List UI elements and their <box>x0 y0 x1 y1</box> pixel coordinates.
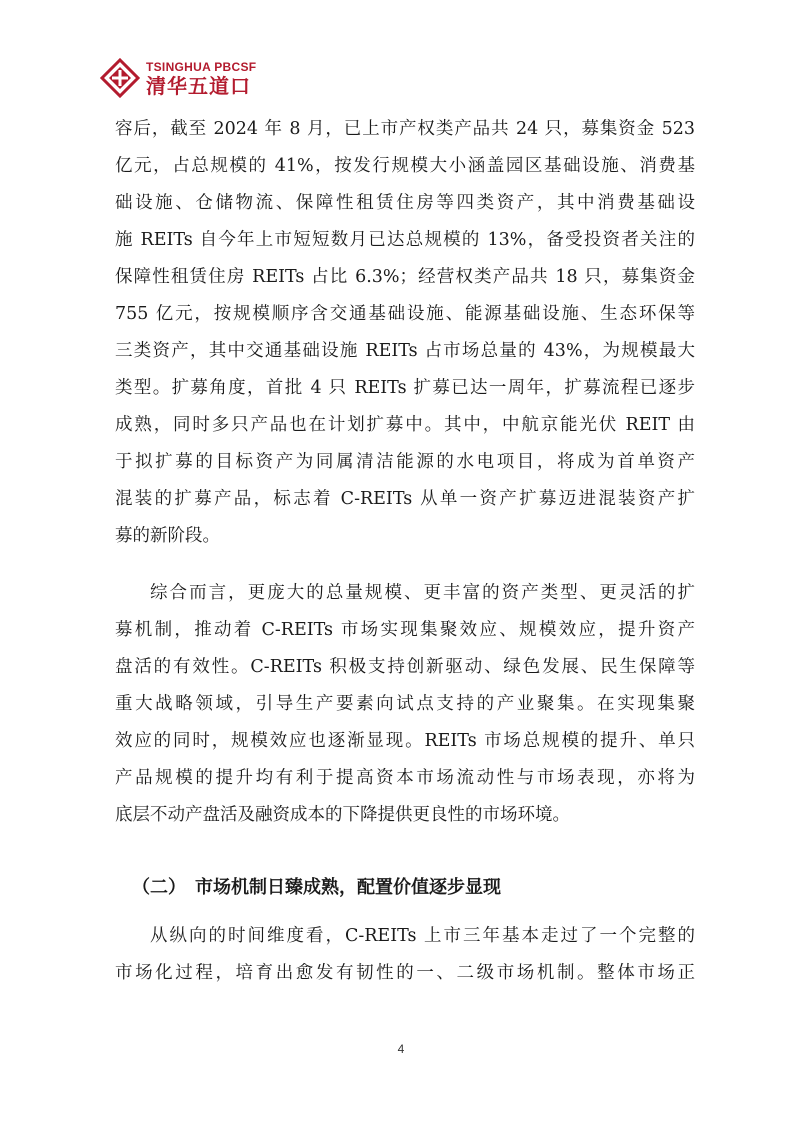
section-heading: （二） 市场机制日臻成熟，配置价值逐步显现 <box>132 877 501 898</box>
text-line: 于拟扩募的目标资产为同属清洁能源的水电项目，将成为首单资产 <box>115 452 695 472</box>
text-line: 从纵向的时间维度看，C-REITs 上市三年基本走过了一个完整的 <box>150 926 695 946</box>
logo-chinese-text: 清华五道口 <box>146 73 251 98</box>
text-line: 类型。扩募角度，首批 4 只 REITs 扩募已达一周年，扩募流程已逐步 <box>115 378 695 398</box>
text-line: 效应的同时，规模效应也逐渐显现。REITs 市场总规模的提升、单只 <box>115 731 695 751</box>
tsinghua-logo-icon <box>100 58 140 98</box>
text-line: 综合而言，更庞大的总量规模、更丰富的资产类型、更灵活的扩 <box>150 583 695 603</box>
text-line: 亿元，占总规模的 41%，按发行规模大小涵盖园区基础设施、消费基 <box>115 156 695 176</box>
header-logo <box>100 58 256 98</box>
text-line: 容后，截至 2024 年 8 月，已上市产权类产品共 24 只，募集资金 523 <box>115 119 695 139</box>
text-line: 三类资产，其中交通基础设施 REITs 占市场总量的 43%，为规模最大 <box>115 341 695 361</box>
text-line: 础设施、仓储物流、保障性租赁住房等四类资产，其中消费基础设 <box>115 193 695 213</box>
page-number: 4 <box>397 1042 405 1056</box>
text-line: 保障性租赁住房 REITs 占比 6.3%；经营权类产品共 18 只，募集资金 <box>115 267 695 287</box>
text-line: 产品规模的提升均有利于提高资本市场流动性与市场表现，亦将为 <box>115 768 695 788</box>
text-line: 底层不动产盘活及融资成本的下降提供更良性的市场环境。 <box>115 805 570 825</box>
text-line: 市场化过程，培育出愈发有韧性的一、二级市场机制。整体市场正 <box>115 963 695 983</box>
text-line: 募的新阶段。 <box>115 526 220 546</box>
logo-english-text: TSINGHUA PBCSF <box>146 59 257 74</box>
text-line: 755 亿元，按规模顺序含交通基础设施、能源基础设施、生态环保等 <box>115 304 695 324</box>
text-line: 盘活的有效性。C-REITs 积极支持创新驱动、绿色发展、民生保障等 <box>115 657 695 677</box>
text-line: 募机制，推动着 C-REITs 市场实现集聚效应、规模效应，提升资产 <box>115 620 695 640</box>
text-line: 重大战略领域，引导生产要素向试点支持的产业聚集。在实现集聚 <box>115 694 695 714</box>
text-line: 混装的扩募产品，标志着 C-REITs 从单一资产扩募迈进混装资产扩 <box>115 489 695 509</box>
text-line: 施 REITs 自今年上市短短数月已达总规模的 13%，备受投资者关注的 <box>115 230 695 250</box>
text-line: 成熟，同时多只产品也在计划扩募中。其中，中航京能光伏 REIT 由 <box>115 415 695 435</box>
